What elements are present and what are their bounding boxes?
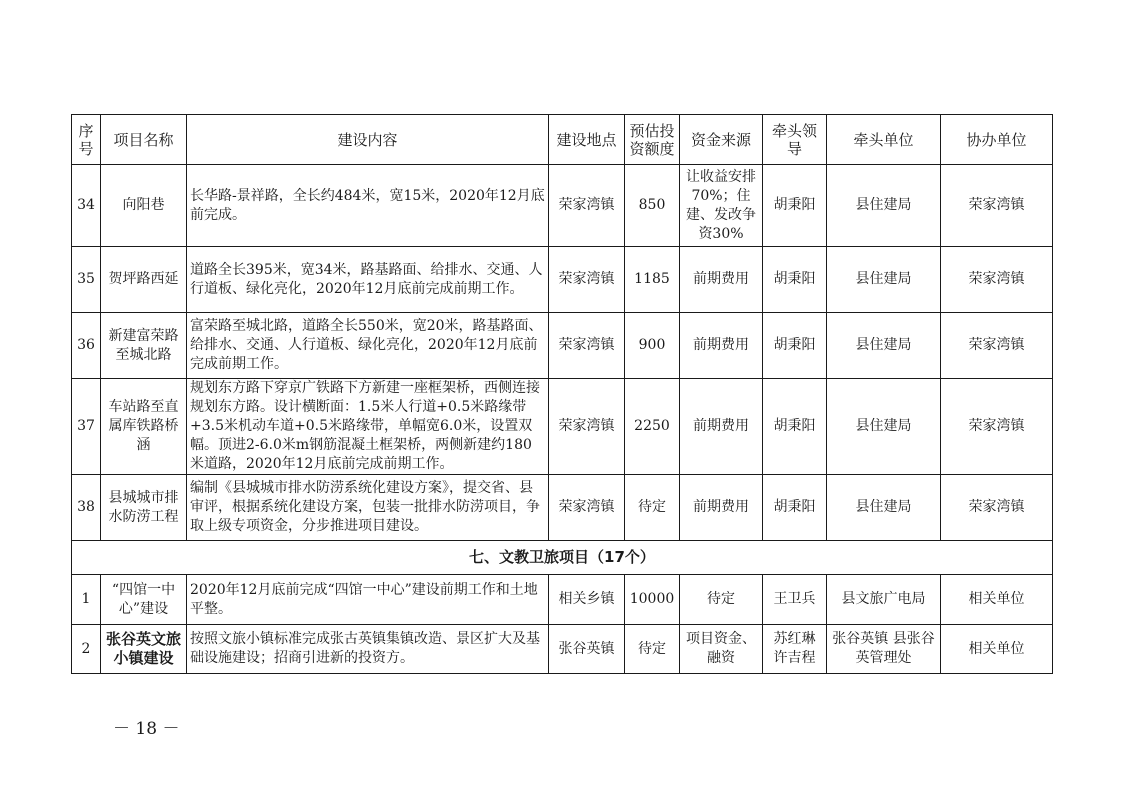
estimated-investment: 待定: [625, 475, 680, 541]
lead-leader: 胡秉阳: [763, 165, 827, 247]
funding-source: 项目资金、融资: [680, 625, 763, 674]
lead-unit: 县住建局: [827, 379, 941, 475]
estimated-investment: 10000: [625, 575, 680, 625]
construction-location: 荣家湾镇: [549, 475, 625, 541]
project-table: [71, 114, 1053, 674]
construction-location: 荣家湾镇: [549, 379, 625, 475]
lead-unit: 张谷英镇 县张谷英管理处: [827, 625, 941, 674]
row-number: 36: [72, 313, 101, 379]
construction-content: 2020年12月底前完成“四馆一中心”建设前期工作和土地平整。: [187, 575, 549, 625]
header-cell: 协办单位: [941, 115, 1053, 165]
row-number: 38: [72, 475, 101, 541]
header-cell: 牵头单位: [827, 115, 941, 165]
construction-content: 规划东方路下穿京广铁路下方新建一座框架桥，西侧连接规划东方路。设计横断面：1.5米人行道+0.5米路缘带+3.5米机动车道+0.5米路缘带，单幅宽6.0米，设置双幅。顶进2-6.0米m钢筋混凝土框架桥，两侧新建约180米道路，2020年12月底前完成前期工作。: [187, 379, 549, 475]
funding-source: 待定: [680, 575, 763, 625]
row-number: 1: [72, 575, 101, 625]
table-row: [72, 575, 1053, 625]
assisting-unit: 荣家湾镇: [941, 165, 1053, 247]
header-cell: 预估投资额度: [625, 115, 680, 165]
table-row: [72, 165, 1053, 247]
funding-source: 前期费用: [680, 475, 763, 541]
table-row: [72, 475, 1053, 541]
construction-content: 长华路-景祥路，全长约484米，宽15米，2020年12月底前完成。: [187, 165, 549, 247]
lead-leader: 苏红琳 许吉程: [763, 625, 827, 674]
section-row: [72, 541, 1053, 575]
assisting-unit: 荣家湾镇: [941, 379, 1053, 475]
project-name: 向阳巷: [101, 165, 187, 247]
estimated-investment: 1185: [625, 247, 680, 313]
project-name: 张谷英文旅小镇建设: [101, 625, 187, 674]
section-title: 七、文教卫旅项目（17个）: [72, 541, 1053, 575]
header-cell: 资金来源: [680, 115, 763, 165]
lead-unit: 县住建局: [827, 313, 941, 379]
construction-content: 编制《县城城市排水防涝系统化建设方案》，提交省、县审评，根据系统化建设方案，包装一批排水防涝项目，争取上级专项资金，分步推进项目建设。: [187, 475, 549, 541]
project-name: 新建富荣路至城北路: [101, 313, 187, 379]
funding-source: 前期费用: [680, 379, 763, 475]
lead-unit: 县住建局: [827, 475, 941, 541]
lead-leader: 胡秉阳: [763, 247, 827, 313]
row-number: 37: [72, 379, 101, 475]
table-row: [72, 247, 1053, 313]
construction-location: 荣家湾镇: [549, 313, 625, 379]
assisting-unit: 相关单位: [941, 575, 1053, 625]
estimated-investment: 900: [625, 313, 680, 379]
construction-location: 张谷英镇: [549, 625, 625, 674]
header-cell: 序号: [72, 115, 101, 165]
table-body: [72, 165, 1053, 674]
row-number: 2: [72, 625, 101, 674]
lead-leader: 胡秉阳: [763, 313, 827, 379]
header-cell: 牵头领导: [763, 115, 827, 165]
funding-source: 前期费用: [680, 247, 763, 313]
header-row: [72, 115, 1053, 165]
header-cell: 建设内容: [187, 115, 549, 165]
construction-location: 相关乡镇: [549, 575, 625, 625]
lead-leader: 胡秉阳: [763, 379, 827, 475]
funding-source: 前期费用: [680, 313, 763, 379]
header-cell: 项目名称: [101, 115, 187, 165]
project-name: “四馆一中心”建设: [101, 575, 187, 625]
table-row: [72, 313, 1053, 379]
assisting-unit: 相关单位: [941, 625, 1053, 674]
construction-location: 荣家湾镇: [549, 247, 625, 313]
project-name: 县城城市排水防涝工程: [101, 475, 187, 541]
estimated-investment: 850: [625, 165, 680, 247]
construction-content: 按照文旅小镇标准完成张古英镇集镇改造、景区扩大及基础设施建设；招商引进新的投资方。: [187, 625, 549, 674]
header-cell: 建设地点: [549, 115, 625, 165]
lead-unit: 县文旅广电局: [827, 575, 941, 625]
estimated-investment: 待定: [625, 625, 680, 674]
row-number: 35: [72, 247, 101, 313]
construction-content: 道路全长395米，宽34米，路基路面、给排水、交通、人行道板、绿化亮化，2020年12月底前完成前期工作。: [187, 247, 549, 313]
assisting-unit: 荣家湾镇: [941, 313, 1053, 379]
assisting-unit: 荣家湾镇: [941, 475, 1053, 541]
lead-leader: 胡秉阳: [763, 475, 827, 541]
table-row: [72, 379, 1053, 475]
project-name: 车站路至直属库铁路桥涵: [101, 379, 187, 475]
page-number: － 18 －: [113, 719, 180, 739]
lead-unit: 县住建局: [827, 165, 941, 247]
construction-location: 荣家湾镇: [549, 165, 625, 247]
lead-leader: 王卫兵: [763, 575, 827, 625]
assisting-unit: 荣家湾镇: [941, 247, 1053, 313]
table-row: [72, 625, 1053, 674]
funding-source: 让收益安排70%；住建、发改争资30%: [680, 165, 763, 247]
lead-unit: 县住建局: [827, 247, 941, 313]
project-name: 贺坪路西延: [101, 247, 187, 313]
estimated-investment: 2250: [625, 379, 680, 475]
row-number: 34: [72, 165, 101, 247]
construction-content: 富荣路至城北路，道路全长550米，宽20米，路基路面、给排水、交通、人行道板、绿化亮化，2020年12月底前完成前期工作。: [187, 313, 549, 379]
